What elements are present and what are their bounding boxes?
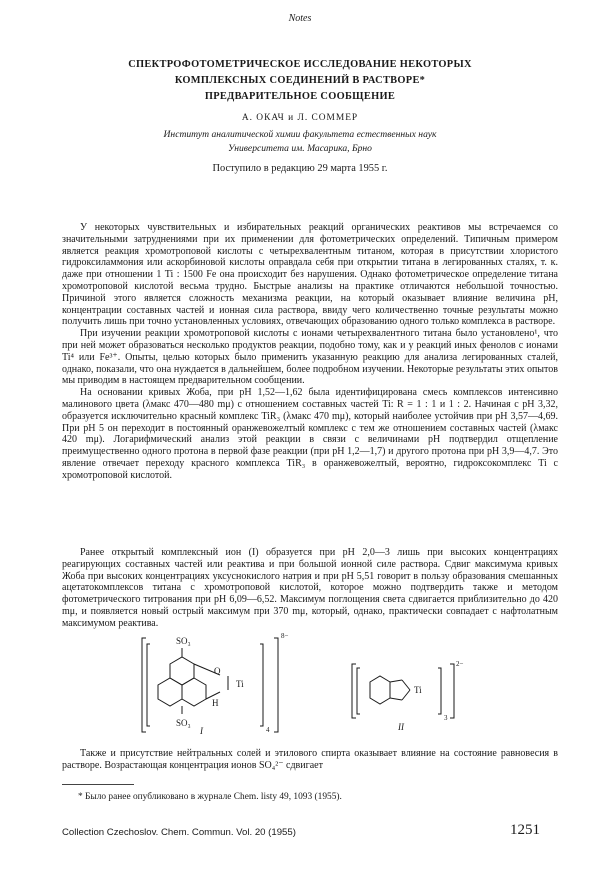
ti-label-ii: Ti <box>414 685 422 695</box>
charge-label-ii: 2− <box>456 660 464 668</box>
body-block-1 <box>62 222 558 482</box>
hydrogen-label: H <box>212 698 219 708</box>
affiliation <box>0 128 600 156</box>
affiliation-line-2: Университета им. Масарика, Брно <box>228 143 372 154</box>
body-block-2 <box>62 547 558 630</box>
so3-bottom-label: SO₃ <box>176 718 191 728</box>
paragraph: При изучении реакции хромотроповой кислоты с ионами четырехвалентного титана было установлено¹, что при ней может образоваться несколько продуктов реакции, подобно тому, как и у реакций иных фенолов с ионами Ti⁴ или Fe³⁺. Опыты, целью которых было применить указанную реакцию для анализа легированных сталей, однако, показали, что она нуждается в дальнейшем, более подробном изучении. Некоторые результаты этих опытов мы приводим в настоящем предварительном сообщении. <box>62 328 558 387</box>
paragraph: На основании кривых Жоба, при pH 1,52—1,62 была идентифицирована смесь комплексов интенсивно малинового цвета (λмакс 470—480 mμ) с отношением составных частей Ti: R = 1 : 1 и 1 : 2. Начиная с pH 3,32, образуется исключительно красный комплекс TiR₃ (λмакс 470 mμ), который наиболее устойчив при pH 3,57—4,69. При pH 5 он переходит в постоянный оранжевожелтый комплекс с тем же отношением составных частей (λмакс 420 mμ). Логарифмический анализ этой реакции в связи с величинами pH подтвердил отщепление преимущественно одного протона в первой фазе реакции (при pH 1,2—1,7) и другого протона при pH 3,9—4,7. Это явление отвечает переходу красного комплекса TiR₃ в оранжевожелтый, вероятно, гидроксокомплекс Ti с хромотроповой кислотой. <box>62 387 558 481</box>
ti-label-i: Ti <box>236 679 244 689</box>
paragraph: Также и присутствие нейтральных солей и этилового спирта оказывает влияние на состояние равновесия в растворе. Возрастающая концентрация ионов SO₄²⁻ сдвигает <box>62 748 558 771</box>
authors: А. ОКАЧ и Л. СОММЕР <box>241 113 359 123</box>
title-line-2: КОМПЛЕКСНЫХ СОЕДИНЕНИЙ В РАСТВОРЕ* <box>174 75 426 86</box>
structure-figure-ii <box>350 660 470 732</box>
subscript-i: 4 <box>266 726 270 734</box>
structure-label-ii: II <box>398 722 404 732</box>
body-block-3 <box>62 748 558 772</box>
page-number: 1251 <box>510 822 540 838</box>
footnote-divider <box>62 784 134 785</box>
subscript-ii: 3 <box>444 714 448 722</box>
article-title <box>60 57 540 105</box>
title-line-3: ПРЕДВАРИТЕЛЬНОЕ СООБЩЕНИЕ <box>204 91 396 102</box>
journal-citation: Collection Czechoslov. Chem. Commun. Vol. 20 (1955) <box>62 827 296 838</box>
title-line-1: СПЕКТРОФОТОМЕТРИЧЕСКОЕ ИССЛЕДОВАНИЕ НЕКОТОРЫХ <box>128 59 472 70</box>
structure-figure-i <box>140 630 300 740</box>
affiliation-line-1: Институт аналитической химии факультета естественных наук <box>163 129 437 140</box>
received-date: Поступило в редакцию 29 марта 1955 г. <box>212 163 388 174</box>
paragraph: Ранее открытый комплексный ион (I) образуется при pH 2,0—3 лишь при высоких концентрациях реагирующих составных частей или реактива и при большой ионной силе раствора. Сдвиг максимума кривых Жоба при высоких концентрациях уксуснокислого натрия и при pH 5,51 говорит в пользу образования смешанных ацетатокомплексов титана с хромотроповой кислотой, которое можно подтвердить также и методом фотометрического титрования при pH 6,09—6,52. Максимум поглощения света сдвигается приблизительно до 420 mμ, и появляется новый острый максимум при 370 mμ, который, однако, практически совпадает с нафтолатным максимумом реактива. <box>62 547 558 629</box>
oxygen-label: O <box>214 666 221 676</box>
running-header: Notes <box>288 13 312 24</box>
structure-label-i: I <box>200 726 203 736</box>
footnote: * Было ранее опубликовано в журнале Chem. listy 49, 1093 (1955). <box>78 792 342 802</box>
charge-label-i: 8− <box>281 632 289 640</box>
paragraph: У некоторых чувствительных и избирательных реакций органических реактивов мы встречаемся со значительными затруднениями при их применении для фотометрических определений. Типичным примером является реакция хромотроповой кислоты с четырехвалентным титаном, которая в присутствии хлористого гидроксиламмония или аскорбиновой кислоты оправдала себя при открытии титана в легированных сталях, т. к. даже при отношении 1 Ti : 1500 Fe она происходит без нарушения. Однако фотометрическое определение титана хромотроповой кислотой весьма трудно. Быстрые анализы на практике отличаются небольшой точностью. Причиной этого является сложность механизма реакции, на который оказывает влияние величина pH, концентрации составных частей и ионная сила раствора, ввиду чего количественно точные результаты можно получить лишь при точно установленных условиях, отвечающих образованию одного только комплекса в растворе. <box>62 222 558 328</box>
so3-top-label: SO₃ <box>176 636 191 646</box>
